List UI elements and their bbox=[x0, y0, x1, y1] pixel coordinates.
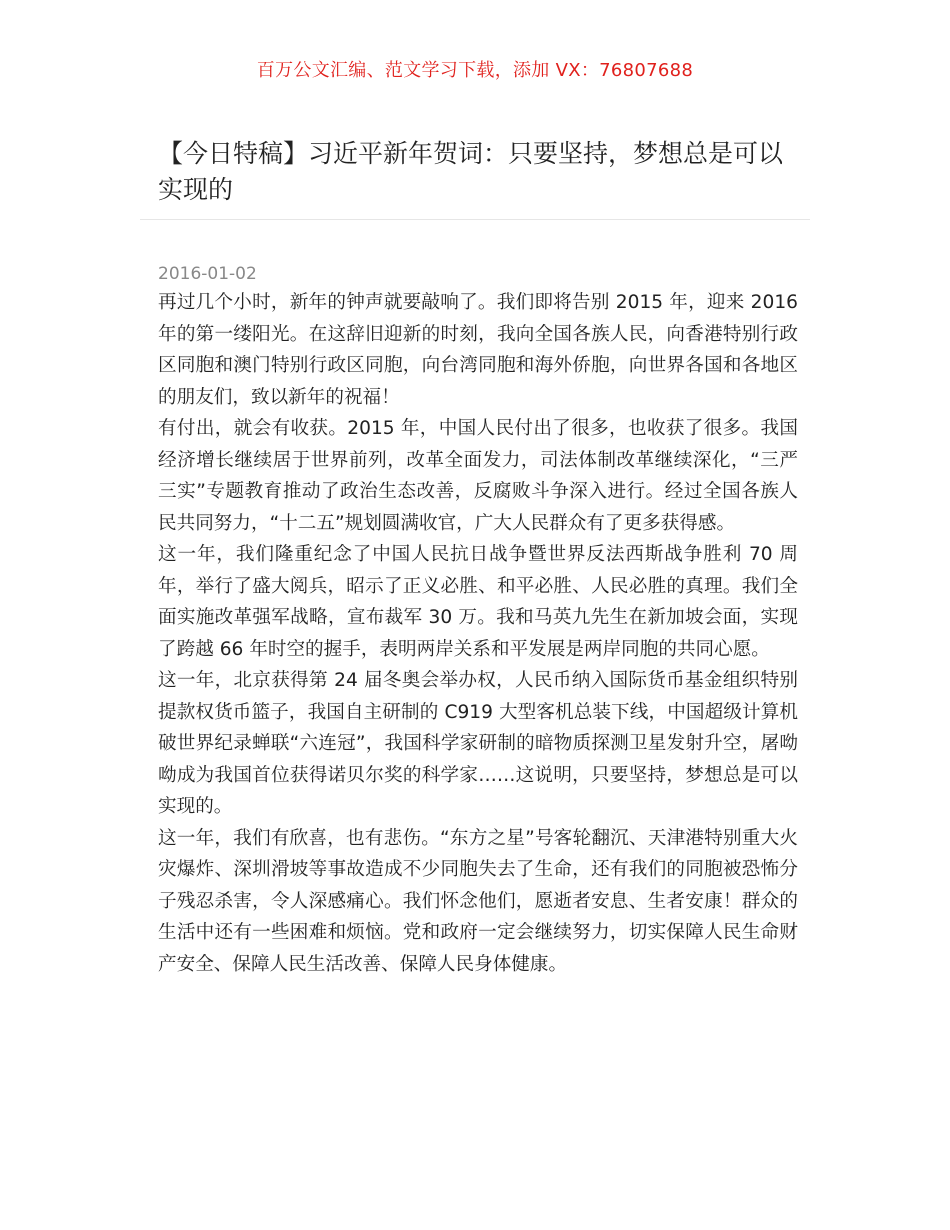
title-divider bbox=[140, 219, 810, 220]
paragraph: 这一年，我们有欣喜，也有悲伤。“东方之星”号客轮翻沉、天津港特别重大火灾爆炸、深圳滑坡等事故造成不少同胞失去了生命，还有我们的同胞被恐怖分子残忍杀害，令人深感痛心。我们怀念他们，愿逝者安息、生者安康！群众的生活中还有一些困难和烦恼。党和政府一定会继续努力，切实保障人民生命财产安全、保障人民生活改善、保障人民身体健康。 bbox=[158, 827, 798, 975]
article-title: 【今日特稿】习近平新年贺词：只要坚持，梦想总是可以实现的 bbox=[158, 139, 784, 204]
paragraph: 再过几个小时，新年的钟声就要敲响了。我们即将告别 2015 年，迎来 2016 年的第一缕阳光。在这辞旧迎新的时刻，我向全国各族人民，向香港特别行政区同胞和澳门特别行政区同胞，向台湾同胞和海外侨胞，向世界各国和各地区的朋友们，致以新年的祝福！ bbox=[158, 292, 798, 408]
article-body bbox=[158, 287, 798, 980]
promo-banner: 百万公文汇编、范文学习下载，添加 VX：76807688 bbox=[256, 60, 694, 81]
publish-date: 2016-01-02 bbox=[158, 264, 257, 284]
paragraph: 这一年，北京获得第 24 届冬奥会举办权，人民币纳入国际货币基金组织特别提款权货币篮子，我国自主研制的 C919 大型客机总装下线，中国超级计算机破世界纪录蝉联“六连冠”，我国科学家研制的暗物质探测卫星发射升空，屠呦呦成为我国首位获得诺贝尔奖的科学家……这说明，只要坚持，梦想总是可以实现的。 bbox=[158, 670, 798, 817]
paragraph: 有付出，就会有收获。2015 年，中国人民付出了很多，也收获了很多。我国经济增长继续居于世界前列，改革全面发力，司法体制改革继续深化，“三严三实”专题教育推动了政治生态改善，反腐败斗争深入进行。经过全国各族人民共同努力，“十二五”规划圆满收官，广大人民群众有了更多获得感。 bbox=[158, 418, 798, 534]
paragraph: 这一年，我们隆重纪念了中国人民抗日战争暨世界反法西斯战争胜利 70 周年，举行了盛大阅兵，昭示了正义必胜、和平必胜、人民必胜的真理。我们全面实施改革强军战略，宣布裁军 30 万。我和马英九先生在新加坡会面，实现了跨越 66 年时空的握手，表明两岸关系和平发展是两岸同胞的共同心愿。 bbox=[158, 544, 798, 660]
